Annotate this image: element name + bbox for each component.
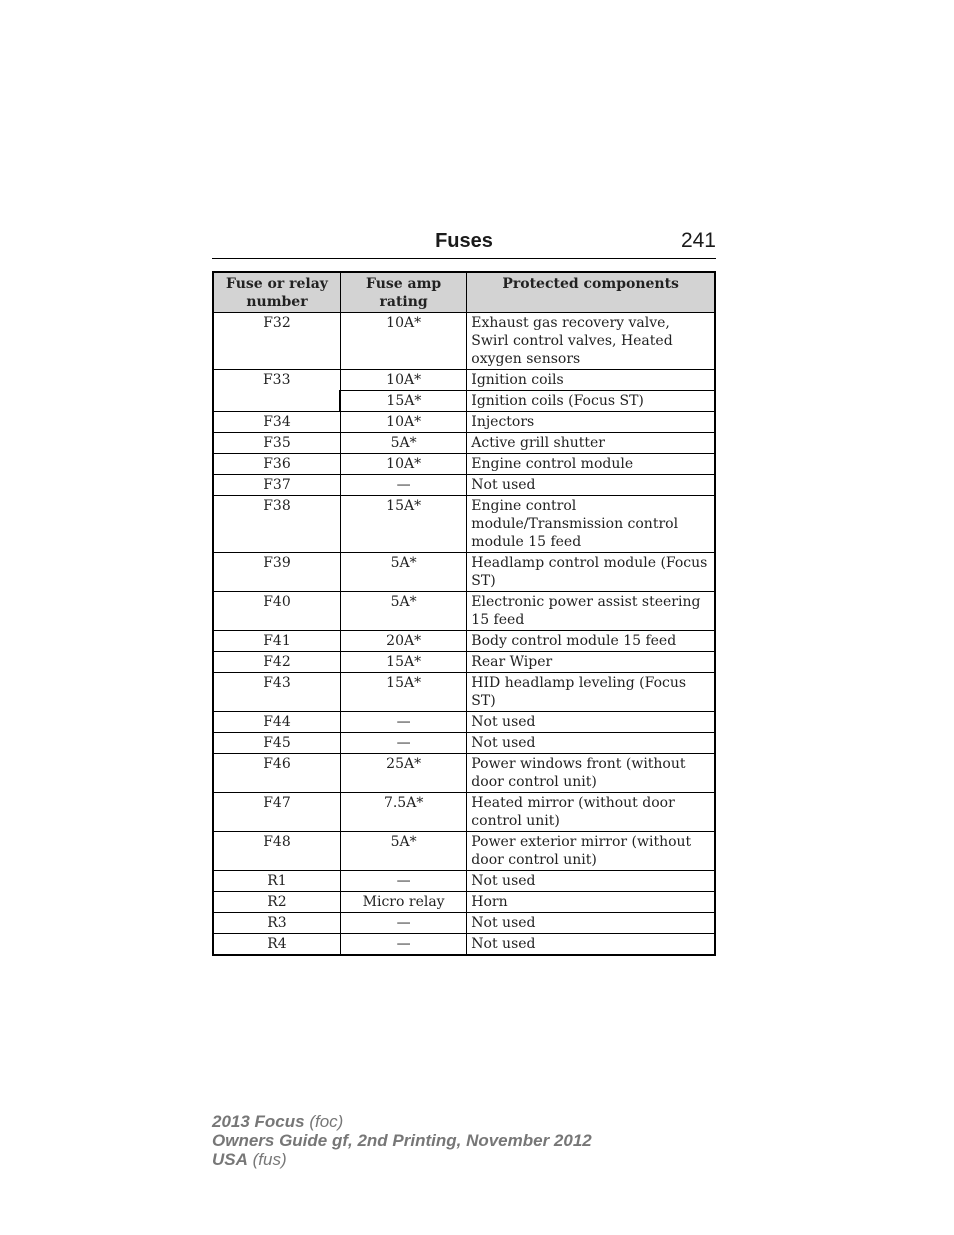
table-row	[213, 454, 715, 475]
amp-rating-cell: 5A*	[340, 433, 466, 454]
fuse-number-cell: F42	[213, 652, 340, 673]
protected-components-cell: Headlamp control module (Focus ST)	[467, 553, 715, 592]
footer-region: USA	[212, 1150, 248, 1169]
table-body	[213, 313, 715, 956]
protected-components-cell: Engine control module	[467, 454, 715, 475]
amp-rating-cell: —	[340, 871, 466, 892]
protected-components-cell: Not used	[467, 475, 715, 496]
footer-region-code: (fus)	[252, 1150, 287, 1169]
fuse-number-cell: F38	[213, 496, 340, 553]
footer-model: 2013 Focus	[212, 1112, 305, 1131]
fuse-number-cell: F34	[213, 412, 340, 433]
footer-guide: Owners Guide gf, 2nd Printing, November 2012	[212, 1131, 592, 1150]
column-header-fuse: Fuse or relay number	[213, 272, 340, 313]
table-row	[213, 793, 715, 832]
table-row	[213, 496, 715, 553]
table-row	[213, 673, 715, 712]
protected-components-cell: Engine control module/Transmission control module 15 feed	[467, 496, 715, 553]
column-header-amp: Fuse amp rating	[340, 272, 466, 313]
table-row	[213, 553, 715, 592]
fuse-number-cell: F36	[213, 454, 340, 475]
table-row	[213, 370, 715, 391]
table-row	[213, 754, 715, 793]
protected-components-cell: Ignition coils (Focus ST)	[467, 391, 715, 412]
amp-rating-cell: 5A*	[340, 553, 466, 592]
footer-line-3	[212, 1150, 592, 1169]
table-row	[213, 892, 715, 913]
amp-rating-cell: —	[340, 712, 466, 733]
amp-rating-cell: —	[340, 913, 466, 934]
amp-rating-cell: 15A*	[340, 652, 466, 673]
column-header-components: Protected components	[467, 272, 715, 313]
protected-components-cell: Not used	[467, 733, 715, 754]
table-row	[213, 592, 715, 631]
amp-rating-cell: 7.5A*	[340, 793, 466, 832]
table-row	[213, 871, 715, 892]
table-row	[213, 475, 715, 496]
page-header	[212, 228, 716, 259]
amp-rating-cell: —	[340, 475, 466, 496]
fuse-number-cell: F32	[213, 313, 340, 370]
amp-rating-cell: 20A*	[340, 631, 466, 652]
amp-rating-cell: 5A*	[340, 592, 466, 631]
fuse-table	[212, 271, 716, 956]
protected-components-cell: Ignition coils	[467, 370, 715, 391]
fuse-number-cell: F45	[213, 733, 340, 754]
fuse-number-cell: F35	[213, 433, 340, 454]
fuse-number-cell: F47	[213, 793, 340, 832]
fuse-number-cell: R3	[213, 913, 340, 934]
page-number: 241	[680, 229, 716, 252]
protected-components-cell: Active grill shutter	[467, 433, 715, 454]
amp-rating-cell: 5A*	[340, 832, 466, 871]
footer-line-2	[212, 1131, 592, 1150]
protected-components-cell: Horn	[467, 892, 715, 913]
amp-rating-cell: 15A*	[340, 496, 466, 553]
fuse-number-cell: F43	[213, 673, 340, 712]
table-header-row	[213, 272, 715, 313]
section-title: Fuses	[435, 230, 493, 252]
protected-components-cell: Power exterior mirror (without door control unit)	[467, 832, 715, 871]
protected-components-cell: Not used	[467, 712, 715, 733]
footer-model-code: (foc)	[309, 1112, 344, 1131]
amp-rating-cell: —	[340, 733, 466, 754]
amp-rating-cell: 15A*	[340, 673, 466, 712]
table-row	[213, 412, 715, 433]
protected-components-cell: Not used	[467, 871, 715, 892]
protected-components-cell: Power windows front (without door control unit)	[467, 754, 715, 793]
footer-line-1	[212, 1112, 592, 1131]
page-footer	[212, 1112, 592, 1169]
fuse-number-cell: F37	[213, 475, 340, 496]
table-row	[213, 712, 715, 733]
fuse-number-cell: F40	[213, 592, 340, 631]
protected-components-cell: Not used	[467, 913, 715, 934]
protected-components-cell: Exhaust gas recovery valve, Swirl control valves, Heated oxygen sensors	[467, 313, 715, 370]
table-row	[213, 652, 715, 673]
table-row	[213, 313, 715, 370]
fuse-number-cell: R1	[213, 871, 340, 892]
amp-rating-cell: 10A*	[340, 412, 466, 433]
amp-rating-cell: 10A*	[340, 454, 466, 475]
amp-rating-cell: 10A*	[340, 313, 466, 370]
amp-rating-cell: Micro relay	[340, 892, 466, 913]
fuse-number-cell: R2	[213, 892, 340, 913]
fuse-number-cell: F44	[213, 712, 340, 733]
fuse-number-cell: F46	[213, 754, 340, 793]
fuse-number-cell: R4	[213, 934, 340, 956]
table-row	[213, 433, 715, 454]
table-row	[213, 934, 715, 956]
protected-components-cell: HID headlamp leveling (Focus ST)	[467, 673, 715, 712]
amp-rating-cell: 10A*	[340, 370, 466, 391]
table-row	[213, 631, 715, 652]
protected-components-cell: Electronic power assist steering 15 feed	[467, 592, 715, 631]
protected-components-cell: Injectors	[467, 412, 715, 433]
table-row	[213, 913, 715, 934]
protected-components-cell: Rear Wiper	[467, 652, 715, 673]
table-row	[213, 832, 715, 871]
amp-rating-cell: —	[340, 934, 466, 956]
fuse-number-cell: F41	[213, 631, 340, 652]
table-row	[213, 733, 715, 754]
amp-rating-cell: 25A*	[340, 754, 466, 793]
fuse-number-cell: F33	[213, 370, 340, 412]
protected-components-cell: Not used	[467, 934, 715, 956]
amp-rating-cell: 15A*	[340, 391, 466, 412]
protected-components-cell: Body control module 15 feed	[467, 631, 715, 652]
fuse-number-cell: F39	[213, 553, 340, 592]
protected-components-cell: Heated mirror (without door control unit)	[467, 793, 715, 832]
fuse-number-cell: F48	[213, 832, 340, 871]
